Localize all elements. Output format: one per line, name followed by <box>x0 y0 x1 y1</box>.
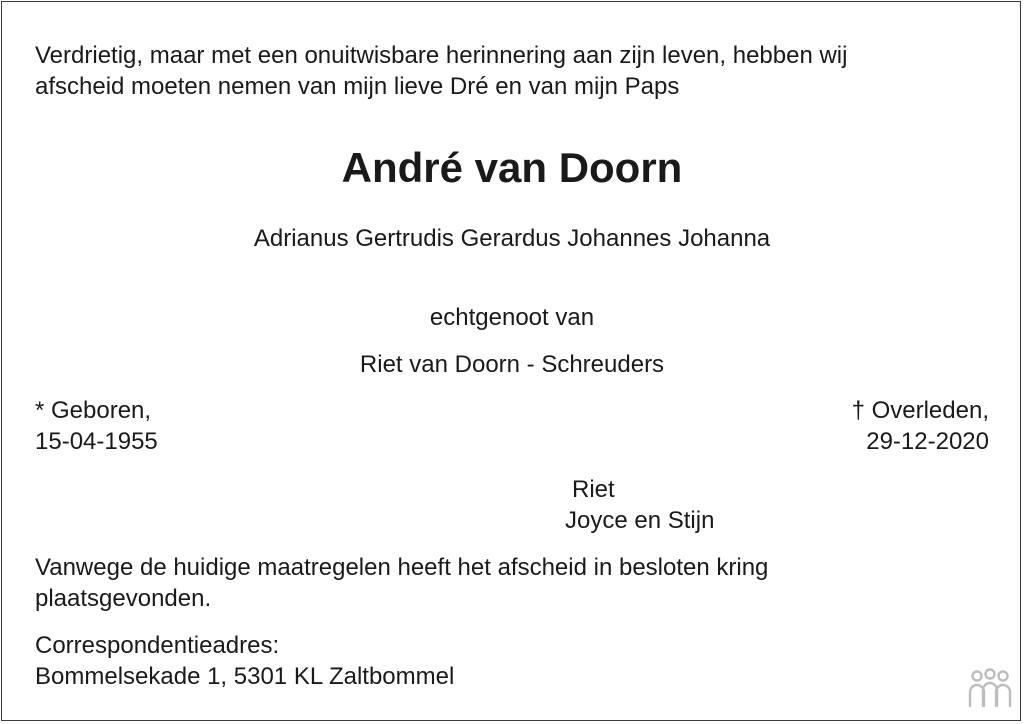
spouse-label: echtgenoot van <box>429 304 595 331</box>
birth-label: * Geboren, <box>35 397 152 424</box>
death-date: 29-12-2020 <box>866 428 989 455</box>
deceased-name: André van Doorn <box>341 144 683 191</box>
death-block <box>852 395 989 457</box>
birth-date: 15-04-1955 <box>35 428 158 455</box>
spouse-name: Riet van Doorn - Schreuders <box>359 351 665 378</box>
address-block <box>35 630 454 692</box>
notice-line-2: plaatsgevonden. <box>35 585 212 612</box>
intro-line-1: Verdrietig, maar met een onuitwisbare herinnering aan zijn leven, hebben wij <box>35 42 848 69</box>
signatory-2: Joyce en Stijn <box>565 507 715 534</box>
given-names: Adrianus Gertrudis Gerardus Johannes Johanna <box>253 225 771 252</box>
address-value: Bommelsekade 1, 5301 KL Zaltbommel <box>35 663 455 690</box>
intro-line-2: afscheid moeten nemen van mijn lieve Dré en van mijn Paps <box>35 73 680 100</box>
notice-line-1: Vanwege de huidige maatregelen heeft het afscheid in besloten kring <box>35 554 769 581</box>
death-label: † Overleden, <box>851 397 989 424</box>
signatory-1: Riet <box>572 476 615 503</box>
address-label: Correspondentieadres: <box>35 632 280 659</box>
intro-text <box>35 40 847 102</box>
birth-block <box>35 395 158 457</box>
notice-text <box>35 552 768 614</box>
family-figures-icon <box>966 668 1014 708</box>
